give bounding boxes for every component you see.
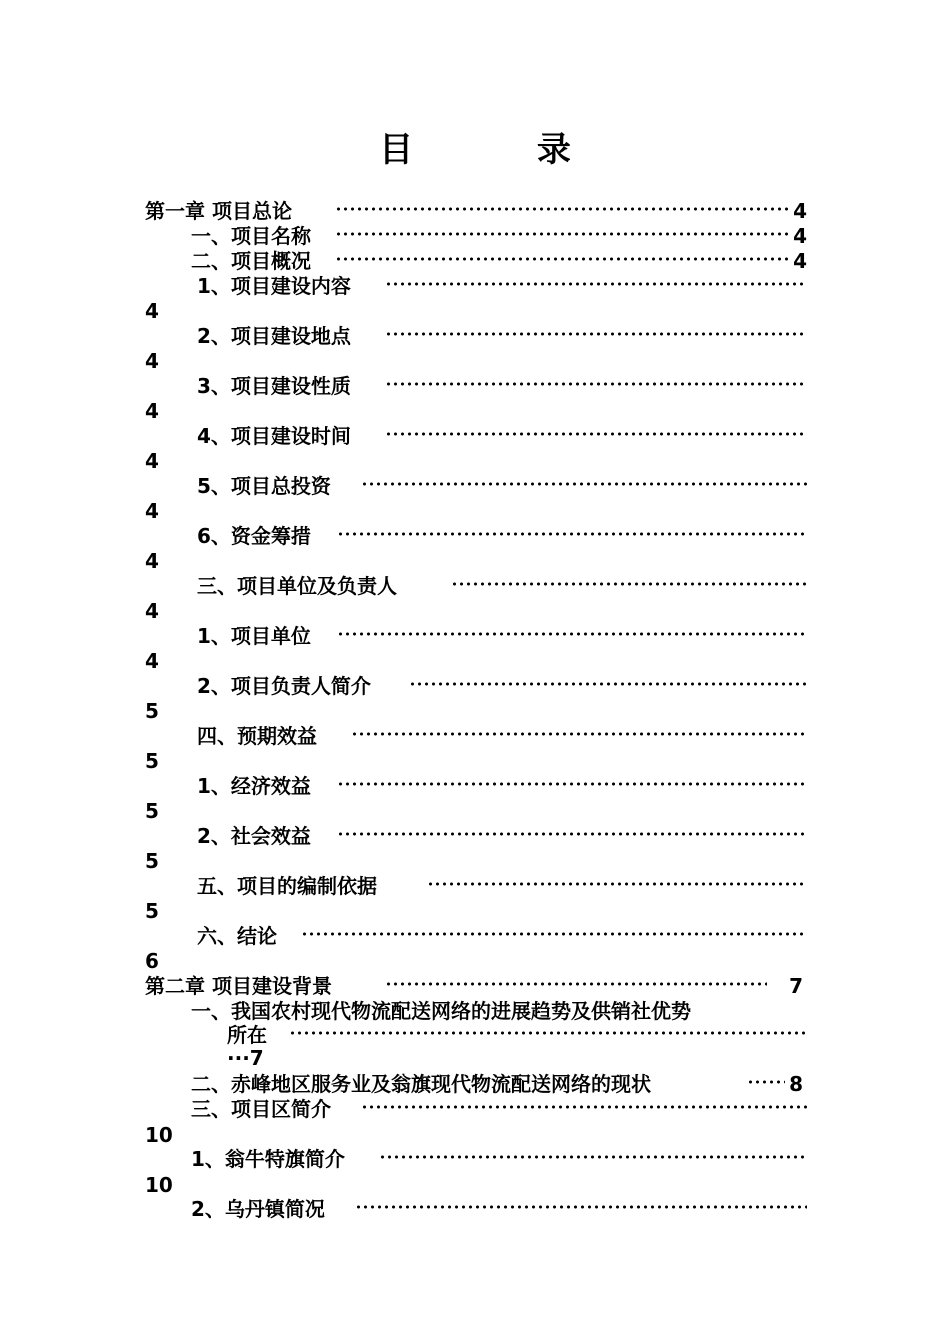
leader-dots (337, 532, 807, 536)
leader-dots (379, 1155, 807, 1159)
toc-entry-page: 4 (145, 599, 159, 623)
toc-entry-page: 5 (145, 799, 159, 823)
leader-dots (385, 282, 807, 286)
leader-dots (337, 632, 807, 636)
toc-entry[interactable] (197, 473, 807, 499)
toc-entry[interactable] (191, 998, 807, 1024)
toc-entry-page: 4 (793, 249, 807, 273)
toc-entry-label: 3、项目建设性质 (197, 374, 351, 398)
toc-entry-page: 4 (145, 499, 159, 523)
toc-entry[interactable] (191, 1096, 807, 1122)
toc-entry-page: 8 (789, 1072, 803, 1096)
toc-entry-page: 6 (145, 949, 159, 973)
toc-entry-page: 7 (789, 974, 803, 998)
toc-entry-label: 第二章 项目建设背景 (145, 974, 332, 998)
toc-entry-label: 1、项目建设内容 (197, 274, 351, 298)
leader-dots (385, 332, 807, 336)
toc-entry[interactable] (197, 573, 807, 599)
toc-entry-label: 2、社会效益 (197, 824, 311, 848)
toc-entry-page: 4 (145, 649, 159, 673)
toc-entry-page: 4 (145, 549, 159, 573)
toc-entry[interactable] (197, 923, 807, 949)
leader-dots (351, 732, 807, 736)
toc-title: 目 录 (379, 130, 627, 170)
leader-dots (335, 257, 789, 261)
toc-entry-label: 1、翁牛特旗简介 (191, 1147, 345, 1171)
toc-entry[interactable] (197, 623, 807, 649)
toc-entry-page: 10 (145, 1173, 173, 1197)
leader-dots (747, 1080, 785, 1084)
toc-entry-label: 2、项目建设地点 (197, 324, 351, 348)
toc-entry-page: 5 (145, 899, 159, 923)
toc-entry-page: 4 (145, 399, 159, 423)
toc-entry[interactable] (197, 773, 807, 799)
toc-entry-chapter-1[interactable] (145, 198, 807, 224)
toc-entry-label: 5、项目总投资 (197, 474, 331, 498)
leader-dots (385, 382, 807, 386)
toc-entry-label: 六、结论 (197, 924, 277, 948)
toc-entry[interactable] (197, 873, 807, 899)
toc-entry-label: 五、项目的编制依据 (197, 874, 377, 898)
leader-dots (335, 232, 789, 236)
toc-entry[interactable] (197, 673, 807, 699)
toc-entry-label: 1、经济效益 (197, 774, 311, 798)
toc-entry-label: 第一章 项目总论 (145, 199, 292, 223)
toc-entry[interactable] (197, 373, 807, 399)
toc-entry-page: 4 (145, 349, 159, 373)
leader-dots (361, 482, 807, 486)
toc-entry-page: 4 (793, 199, 807, 223)
toc-entry-continuation (227, 1022, 807, 1048)
toc-entry-label: 二、赤峰地区服务业及翁旗现代物流配送网络的现状 (191, 1072, 651, 1096)
toc-entry-label: 4、项目建设时间 (197, 424, 351, 448)
toc-entry-page: 4 (793, 224, 807, 248)
toc-entry[interactable] (197, 823, 807, 849)
leader-dots (289, 1031, 807, 1035)
leader-dots (335, 207, 789, 211)
toc-entry-label: 一、我国农村现代物流配送网络的进展趋势及供销社优势 (191, 999, 691, 1023)
toc-entry-label: 三、项目单位及负责人 (197, 574, 397, 598)
leader-dots (361, 1105, 807, 1109)
leader-dots (451, 582, 807, 586)
leader-dots (301, 932, 807, 936)
leader-dots (385, 982, 767, 986)
toc-entry-label-continuation: 所在 (227, 1023, 267, 1047)
toc-entry-label: 四、预期效益 (197, 724, 317, 748)
toc-entry-page: 5 (145, 699, 159, 723)
leader-dots (337, 832, 807, 836)
toc-entry[interactable] (197, 523, 807, 549)
leader-dots (427, 882, 807, 886)
toc-entry-chapter-2[interactable] (145, 973, 807, 999)
toc-entry[interactable] (191, 1196, 807, 1222)
toc-entry[interactable] (191, 223, 807, 249)
toc-entry[interactable] (191, 1146, 807, 1172)
toc-entry-page: 4 (145, 449, 159, 473)
toc-entry[interactable] (197, 423, 807, 449)
toc-entry-label: 二、项目概况 (191, 249, 311, 273)
toc-entry-page: ···7 (227, 1046, 264, 1070)
toc-entry-label: 一、项目名称 (191, 224, 311, 248)
toc-entry-page: 5 (145, 749, 159, 773)
toc-entry-label: 2、乌丹镇简况 (191, 1197, 325, 1221)
toc-entry[interactable] (197, 323, 807, 349)
leader-dots (355, 1205, 807, 1209)
toc-entry[interactable] (197, 273, 807, 299)
leader-dots (385, 432, 807, 436)
toc-entry-page: 5 (145, 849, 159, 873)
toc-entry-label: 2、项目负责人简介 (197, 674, 371, 698)
toc-entry-label: 三、项目区简介 (191, 1097, 331, 1121)
toc-entry-label: 1、项目单位 (197, 624, 311, 648)
leader-dots (409, 682, 807, 686)
toc-entry[interactable] (197, 723, 807, 749)
toc-entry[interactable] (191, 248, 807, 274)
leader-dots (337, 782, 807, 786)
toc-entry[interactable] (191, 1071, 807, 1097)
toc-entry-page: 4 (145, 299, 159, 323)
toc-entry-page: 10 (145, 1123, 173, 1147)
toc-entry-label: 6、资金筹措 (197, 524, 311, 548)
